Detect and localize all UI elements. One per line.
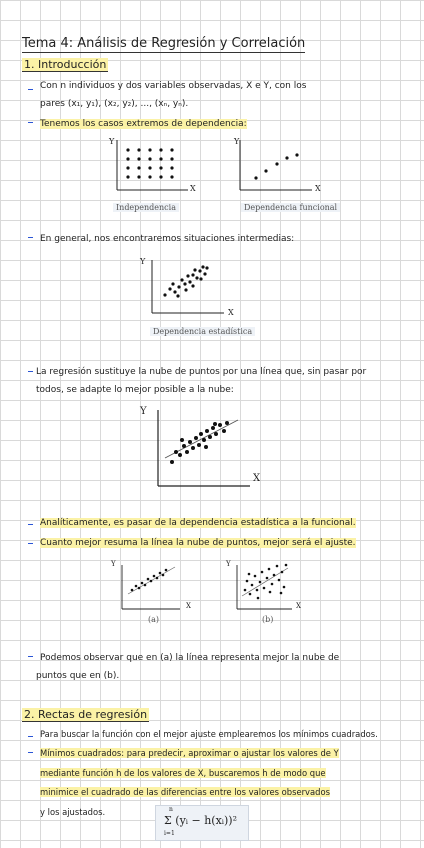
estad-point (173, 290, 176, 293)
reg-point (211, 426, 215, 430)
reg-point (214, 432, 218, 436)
fig-a-point (165, 569, 168, 572)
fig-b-point (248, 573, 251, 576)
reg-point (178, 453, 182, 457)
estad-point (193, 268, 196, 271)
reg-point (204, 445, 208, 449)
estad-point (201, 265, 204, 268)
bullet-text: Para buscar la función con el mejor ajuste emplearemos los mínimos cuadrados. (40, 729, 378, 739)
fig-b-point (244, 589, 247, 592)
reg-point (182, 444, 186, 448)
estad-point (203, 272, 206, 275)
fig-b-point (268, 568, 271, 571)
caption-independencia: Independencia (113, 203, 179, 212)
estad-point (163, 293, 166, 296)
fig-b-point (278, 579, 281, 582)
caption-a: (a) (148, 615, 160, 624)
page-title: Tema 4: Análisis de Regresión y Correlación (22, 36, 306, 51)
reg-regression-line (165, 420, 238, 458)
estad-point (171, 282, 174, 285)
bullet-text: pares (x₁, y₁), (x₂, y₂), ..., (xₙ, yₙ). (40, 99, 189, 109)
estad-point (183, 282, 186, 285)
fig-a-point (150, 580, 153, 583)
figure-independencia (0, 0, 424, 220)
reg-point (194, 436, 198, 440)
section-heading-rectas-de-regresion: 2. Rectas de regresión (24, 708, 148, 721)
fig-b-point (251, 584, 254, 587)
estad-point (191, 273, 194, 276)
reg-point (197, 443, 201, 447)
fig-a-point (162, 574, 165, 577)
bullet-marker (28, 371, 33, 372)
axis-y-label: Y (111, 560, 116, 568)
reg-point (199, 432, 203, 436)
reg-point (213, 422, 217, 426)
bullet-text: Mínimos cuadrados: para predecir, aproximar o ajustar los valores de Y (40, 748, 339, 758)
fig-b-point (261, 571, 264, 574)
axis-x-label: X (253, 473, 261, 484)
reg-point (205, 429, 209, 433)
formula-expression: Σ (yᵢ − h(xᵢ))² (164, 814, 237, 827)
bullet-text: minimice el cuadrado de las diferencias entre los valores observados (40, 787, 330, 797)
fig-a-point (144, 584, 147, 587)
bullet-text: y los ajustados. (40, 807, 106, 817)
bullet-text: puntos que en (b). (36, 671, 120, 681)
bullet-text: Con n individuos y dos variables observadas, X e Y, con los (40, 81, 307, 91)
bullet-text: Analíticamente, es pasar de la dependencia estadística a la funcional. (40, 518, 356, 528)
reg-point (188, 440, 192, 444)
bullet-marker (28, 736, 33, 737)
reg-point (191, 446, 195, 450)
fig-b-point (285, 564, 288, 567)
fig-b-point (246, 580, 249, 583)
bullet-text: mediante función h de los valores de X, buscaremos h de modo que (40, 768, 326, 778)
formula-upper-limit: n (169, 806, 173, 813)
caption-dependencia-funcional: Dependencia funcional (241, 203, 340, 212)
fig-a-regression-line (128, 567, 175, 594)
reg-point (218, 423, 222, 427)
fig-b-regression-line (242, 568, 288, 596)
estad-point (186, 274, 189, 277)
bullet-text: Podemos observar que en (a) la línea representa mejor la nube de (40, 653, 340, 663)
estad-point (180, 278, 183, 281)
fig-b-point (281, 571, 284, 574)
reg-point (185, 450, 189, 454)
fig-b-point (259, 581, 262, 584)
fig-b-point (266, 577, 269, 580)
bullet-marker (28, 237, 33, 238)
axis-y-label: Y (140, 406, 147, 417)
axis-x-label: X (296, 602, 301, 610)
axis-y-label: Y (109, 137, 115, 146)
caption-b: (b) (262, 615, 274, 624)
estad-point (176, 294, 179, 297)
formula-lower-limit: i=1 (164, 830, 175, 837)
estad-point (188, 280, 191, 283)
bullet-marker (28, 656, 33, 657)
estad-point (195, 276, 198, 279)
estad-point (198, 269, 201, 272)
bullet-text: todos, se adapte lo mejor posible a la nube: (36, 385, 234, 395)
axis-y-label: Y (226, 560, 231, 568)
fig-a-point (141, 582, 144, 585)
fig-a-point (156, 577, 159, 580)
axis-x-label: X (190, 184, 196, 193)
fig-b-point (254, 575, 257, 578)
axis-y-label: Y (140, 257, 146, 266)
estad-point (205, 266, 208, 269)
fig-b-point (256, 589, 259, 592)
fig-b-point (280, 592, 283, 595)
reg-point (174, 450, 178, 454)
bullet-marker (28, 543, 33, 544)
axis-y-label: Y (234, 137, 240, 146)
bullet-marker (28, 524, 33, 525)
bullet-text: Cuanto mejor resuma la línea la nube de puntos, mejor será el ajuste. (40, 538, 356, 548)
bullet-text: En general, nos encontraremos situaciones intermedias: (40, 234, 295, 244)
fig-b-point (271, 583, 274, 586)
fig-a-point (147, 578, 150, 581)
caption-dependencia-estadistica: Dependencia estadística (150, 327, 255, 336)
fig-b-point (249, 593, 252, 596)
fig-a-point (159, 572, 162, 575)
bullet-text: La regresión sustituye la nube de puntos por una línea que, sin pasar por (36, 367, 367, 377)
bullet-text: Tenemos los casos extremos de dependencia: (40, 119, 247, 129)
axis-x-label: X (228, 308, 234, 317)
axis-x-label: X (315, 184, 321, 193)
fig-b-point (276, 565, 279, 568)
fig-b-point (273, 574, 276, 577)
section-heading-introduccion: 1. Introducción (24, 58, 107, 71)
fig-a-point (131, 589, 134, 592)
fig-b-point (283, 586, 286, 589)
axis-x-label: X (186, 602, 191, 610)
fig-b-point (269, 591, 272, 594)
fig-a-point (153, 575, 156, 578)
fig-b-point (263, 587, 266, 590)
reg-point (208, 435, 212, 439)
estad-point (191, 284, 194, 287)
reg-point (202, 438, 206, 442)
estad-point (184, 288, 187, 291)
estad-point (168, 287, 171, 290)
formula-least-squares (155, 805, 249, 841)
fig-a-point (138, 587, 141, 590)
estad-point (177, 285, 180, 288)
reg-point (222, 429, 226, 433)
reg-point (170, 460, 174, 464)
reg-point (225, 421, 229, 425)
fig-a-point (135, 585, 138, 588)
bullet-marker (28, 752, 33, 753)
reg-point (180, 438, 184, 442)
estad-point (199, 277, 202, 280)
fig-b-point (257, 597, 260, 600)
